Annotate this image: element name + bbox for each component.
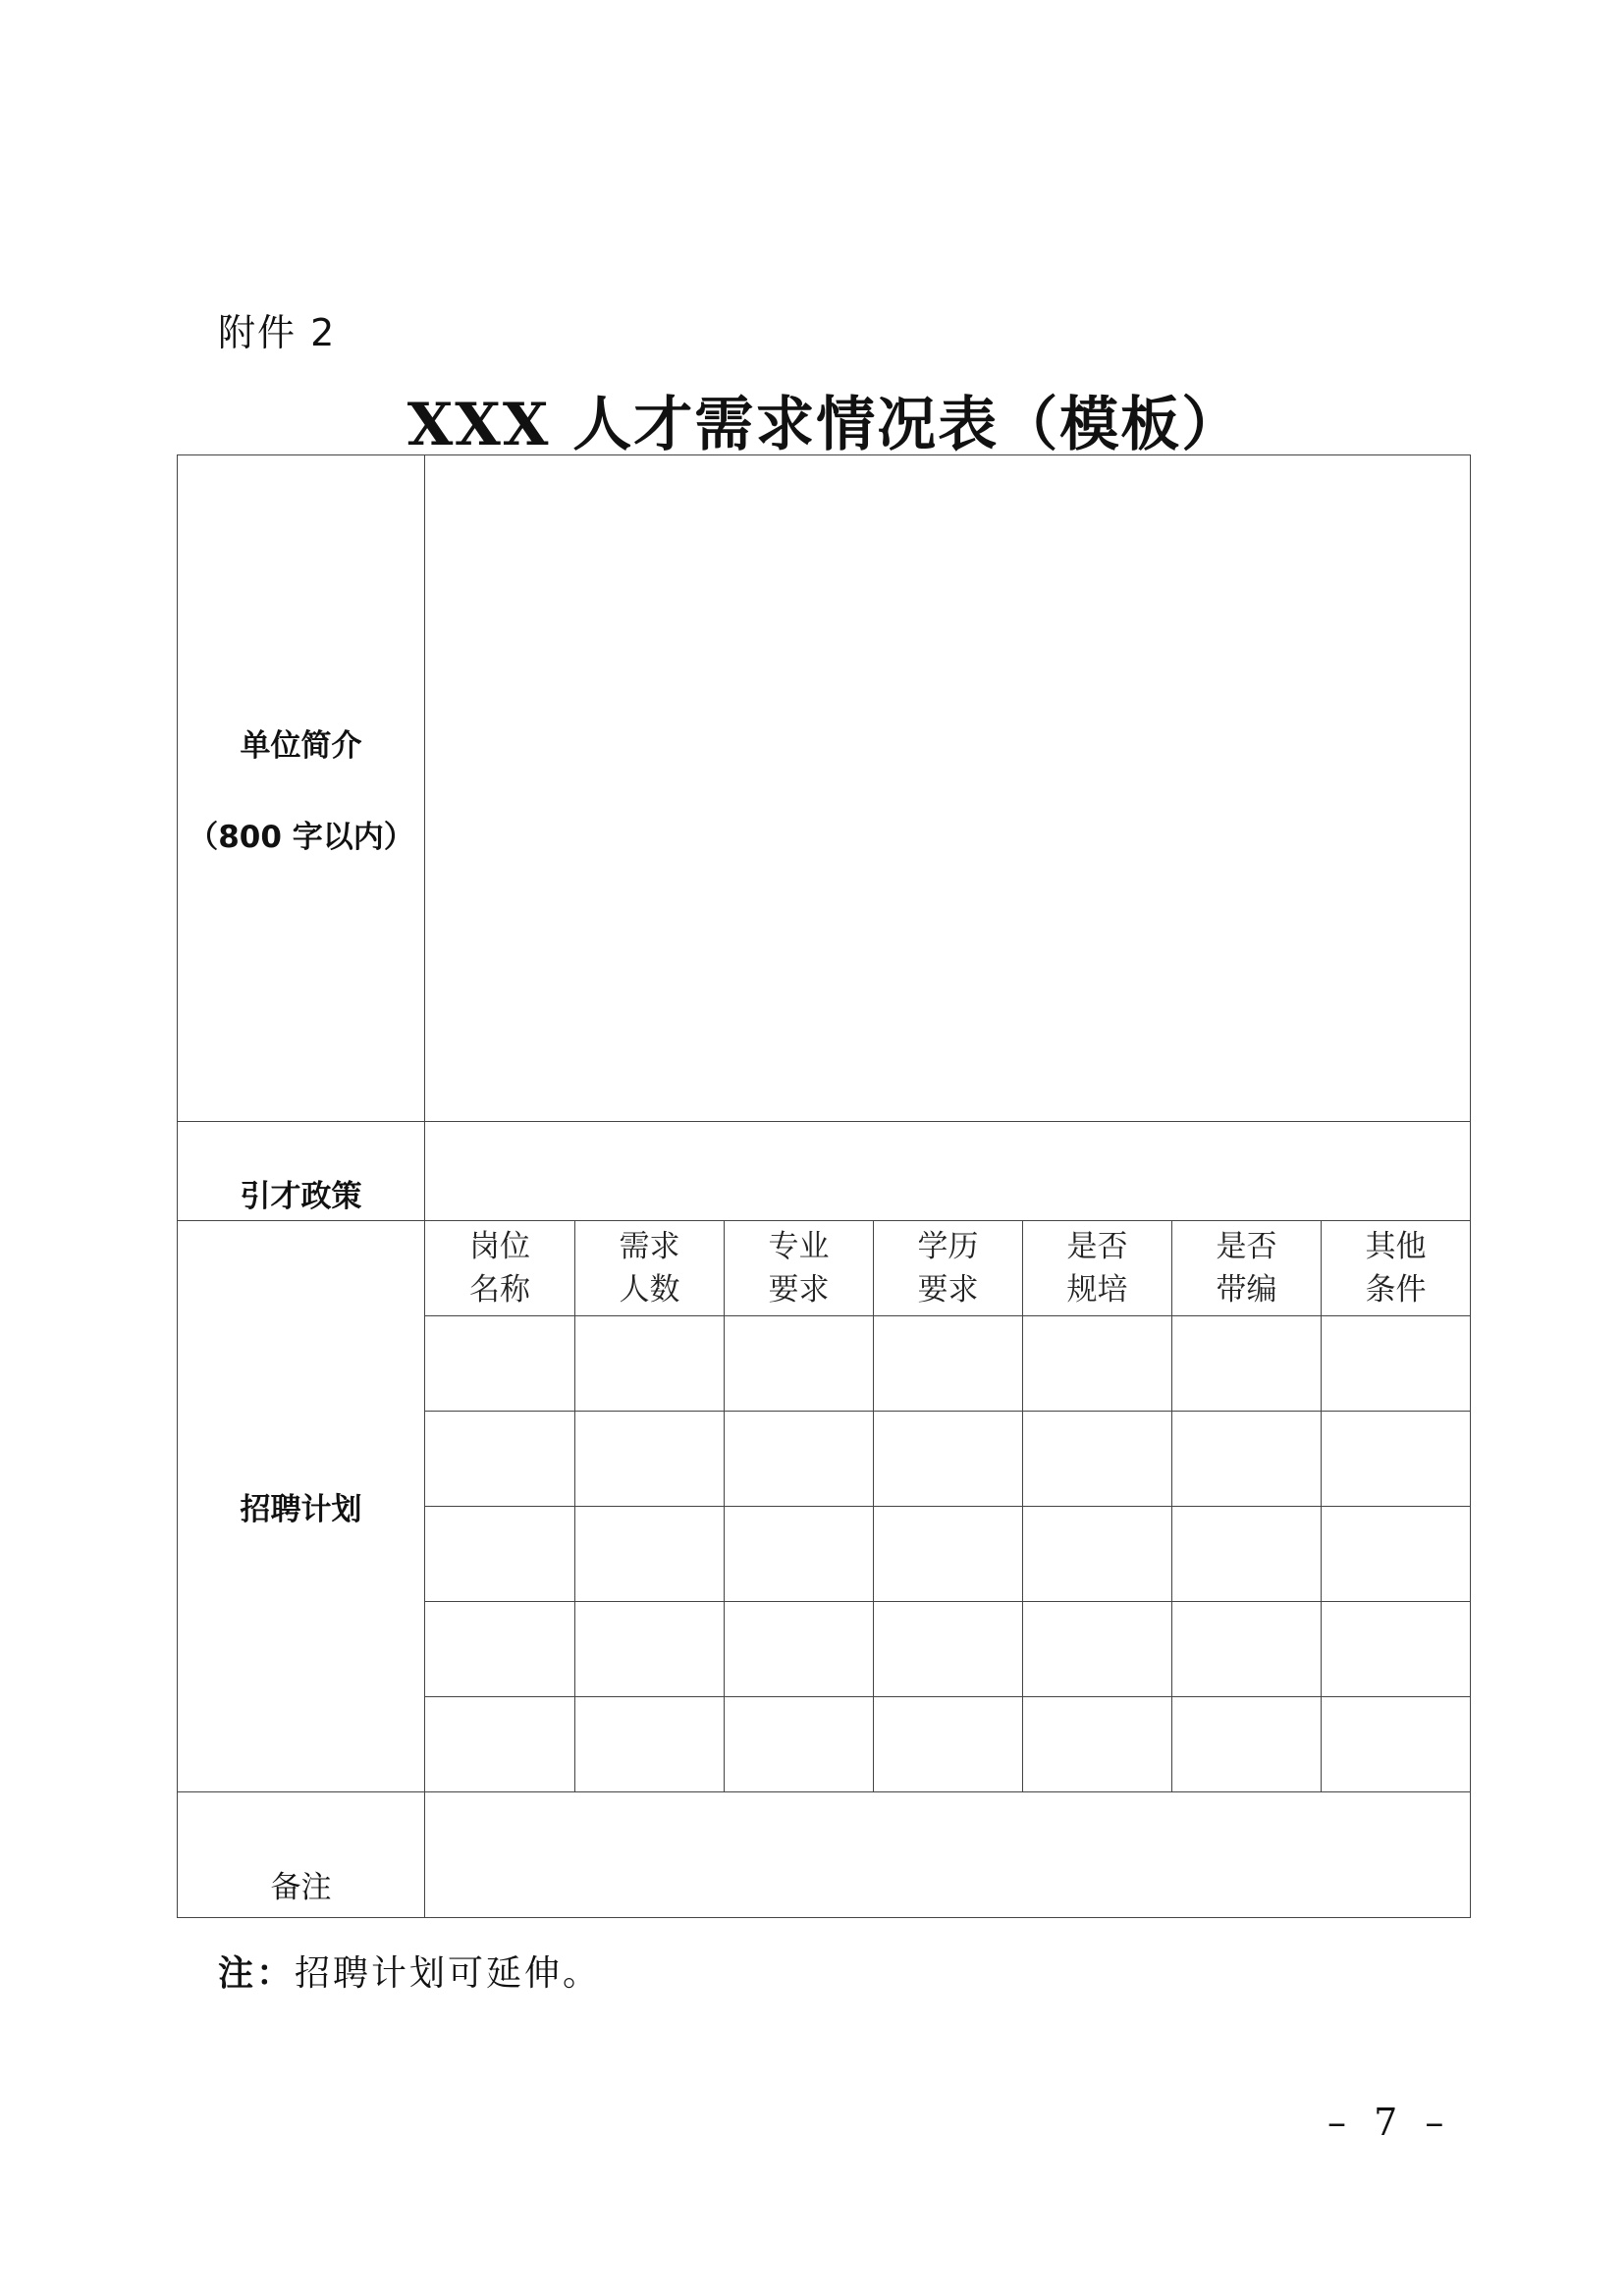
- column-header-major-requirement: 专业 要求: [725, 1221, 874, 1316]
- talent-demand-form: [177, 454, 1471, 1918]
- column-header-with-quota: 是否 带编: [1172, 1221, 1322, 1316]
- plan-cell[interactable]: [1023, 1316, 1172, 1412]
- plan-cell[interactable]: [1023, 1697, 1172, 1792]
- column-header-education-requirement: 学历 要求: [874, 1221, 1023, 1316]
- plan-cell[interactable]: [725, 1316, 874, 1412]
- remarks-field[interactable]: [425, 1792, 1471, 1918]
- plan-cell[interactable]: [874, 1602, 1023, 1697]
- policy-row: [178, 1122, 1471, 1221]
- plan-cell[interactable]: [874, 1507, 1023, 1602]
- plan-cell[interactable]: [1023, 1602, 1172, 1697]
- page-number: – 7 –: [1327, 2101, 1452, 2144]
- policy-label-cell: [178, 1122, 425, 1221]
- intro-row: [178, 455, 1471, 1122]
- document-title: XXX 人才需求情况表（模板）: [406, 391, 1243, 459]
- intro-sublabel: （800 字以内）: [188, 820, 414, 855]
- policy-label: 引才政策: [240, 1178, 362, 1214]
- remarks-row: [178, 1792, 1471, 1918]
- policy-field[interactable]: [425, 1122, 1471, 1221]
- plan-cell[interactable]: [725, 1697, 874, 1792]
- plan-cell[interactable]: [425, 1697, 575, 1792]
- intro-label-cell: [178, 455, 425, 1122]
- intro-label: 单位简介: [240, 728, 362, 764]
- plan-cell[interactable]: [1322, 1602, 1471, 1697]
- plan-cell[interactable]: [725, 1507, 874, 1602]
- plan-cell[interactable]: [575, 1316, 725, 1412]
- plan-cell[interactable]: [425, 1316, 575, 1412]
- plan-cell[interactable]: [874, 1697, 1023, 1792]
- plan-cell[interactable]: [1023, 1412, 1172, 1507]
- plan-cell[interactable]: [725, 1602, 874, 1697]
- plan-cell[interactable]: [725, 1412, 874, 1507]
- plan-cell[interactable]: [1172, 1697, 1322, 1792]
- intro-field[interactable]: [425, 455, 1471, 1122]
- plan-cell[interactable]: [1322, 1412, 1471, 1507]
- plan-cell[interactable]: [1322, 1697, 1471, 1792]
- plan-cell[interactable]: [874, 1412, 1023, 1507]
- footnote: [218, 1946, 601, 1996]
- plan-cell[interactable]: [575, 1507, 725, 1602]
- remarks-label-cell: [178, 1792, 425, 1918]
- footnote-prefix: 注：: [218, 1953, 296, 1994]
- plan-cell[interactable]: [1322, 1507, 1471, 1602]
- column-header-standardized-training: 是否 规培: [1023, 1221, 1172, 1316]
- column-header-other-conditions: 其他 条件: [1322, 1221, 1471, 1316]
- footnote-text: 招聘计划可延伸。: [295, 1953, 602, 1994]
- plan-cell[interactable]: [425, 1412, 575, 1507]
- plan-cell[interactable]: [425, 1602, 575, 1697]
- plan-cell[interactable]: [1172, 1507, 1322, 1602]
- plan-cell[interactable]: [1172, 1316, 1322, 1412]
- plan-cell[interactable]: [575, 1697, 725, 1792]
- plan-header-row: [178, 1221, 1471, 1316]
- plan-label: 招聘计划: [240, 1492, 362, 1527]
- plan-cell[interactable]: [575, 1412, 725, 1507]
- plan-cell[interactable]: [1172, 1602, 1322, 1697]
- plan-cell[interactable]: [575, 1602, 725, 1697]
- plan-cell[interactable]: [874, 1316, 1023, 1412]
- plan-cell[interactable]: [1172, 1412, 1322, 1507]
- column-header-headcount: 需求 人数: [575, 1221, 725, 1316]
- attachment-label: 附件 2: [218, 311, 337, 354]
- remarks-label: 备注: [270, 1870, 332, 1905]
- plan-cell[interactable]: [1023, 1507, 1172, 1602]
- plan-cell[interactable]: [1322, 1316, 1471, 1412]
- plan-label-cell: [178, 1221, 425, 1792]
- plan-cell[interactable]: [425, 1507, 575, 1602]
- column-header-position-name: 岗位 名称: [425, 1221, 575, 1316]
